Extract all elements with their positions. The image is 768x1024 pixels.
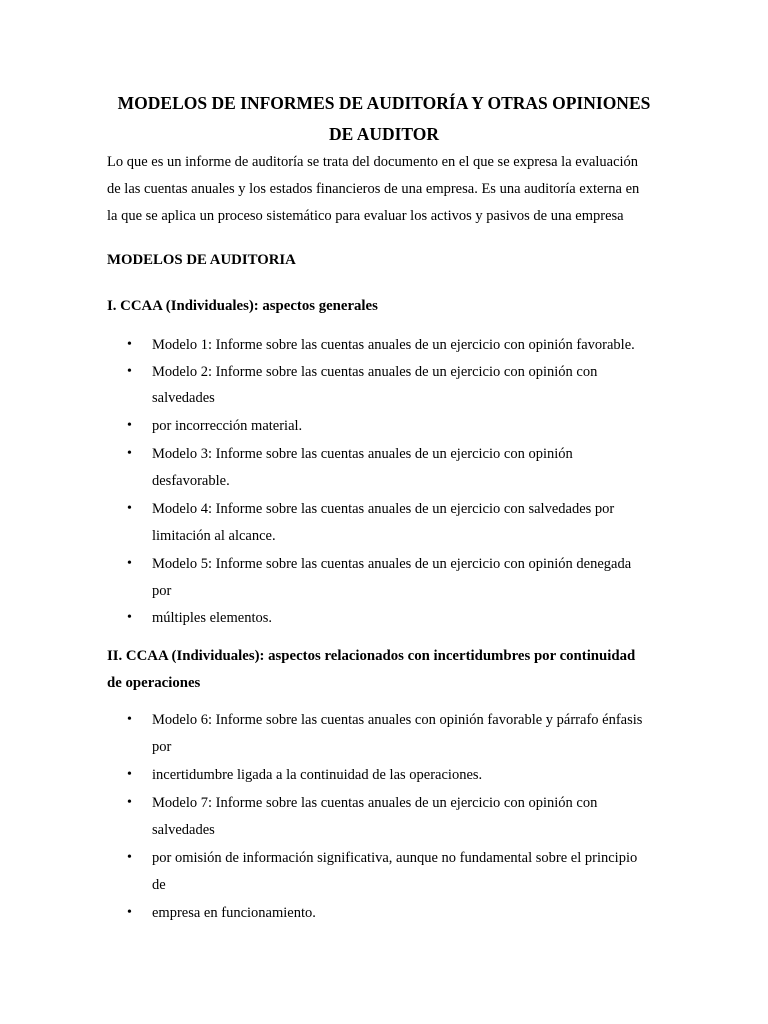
bullet-glyph: • [127, 795, 132, 810]
list-item-line: empresa en funcionamiento. [152, 905, 316, 921]
list-item-line: por incorrección material. [152, 418, 303, 434]
list-item-line: incertidumbre ligada a la continuidad de las operaciones. [152, 767, 483, 783]
intro-paragraph-line: la que se aplica un proceso sistemático para evaluar los activos y pasivos de una empresa [107, 208, 624, 224]
list-item-line: Modelo 2: Informe sobre las cuentas anuales de un ejercicio con opinión con [152, 364, 598, 380]
subsection-heading-1: I. CCAA (Individuales): aspectos generales [107, 298, 378, 314]
subsection-heading-2: II. CCAA (Individuales): aspectos relacionados con incertidumbres por continuidad [107, 648, 636, 664]
intro-paragraph-line: de las cuentas anuales y los estados financieros de una empresa. Es una auditoría externa en [107, 181, 640, 197]
bullet-glyph: • [127, 767, 132, 782]
bullet-glyph: • [127, 337, 132, 352]
bullet-glyph: • [127, 850, 132, 865]
document-title-line-1: MODELOS DE INFORMES DE AUDITORÍA Y OTRAS OPINIONES [117, 93, 651, 113]
bullet-glyph: • [127, 418, 132, 433]
list-item-line: Modelo 1: Informe sobre las cuentas anuales de un ejercicio con opinión favorable. [152, 337, 635, 353]
bullet-glyph: • [127, 446, 132, 461]
bullet-glyph: • [127, 501, 132, 516]
list-item-line: de [152, 877, 166, 893]
list-item-line: limitación al alcance. [152, 528, 276, 544]
bullet-glyph: • [127, 556, 132, 571]
document-title-line-2: DE AUDITOR [328, 124, 440, 144]
list-item-line: salvedades [152, 390, 215, 406]
list-item-line: Modelo 5: Informe sobre las cuentas anuales de un ejercicio con opinión denegada [152, 556, 632, 572]
list-item-line: Modelo 7: Informe sobre las cuentas anuales de un ejercicio con opinión con [152, 795, 598, 811]
list-item-line: Modelo 6: Informe sobre las cuentas anuales con opinión favorable y párrafo énfasis [152, 712, 643, 728]
list-item-line: múltiples elementos. [152, 610, 273, 626]
list-item-line: Modelo 3: Informe sobre las cuentas anuales de un ejercicio con opinión [152, 446, 573, 462]
bullet-glyph: • [127, 364, 132, 379]
list-item-line: desfavorable. [152, 473, 230, 489]
section-heading-modelos: MODELOS DE AUDITORIA [107, 252, 296, 268]
list-item-line: salvedades [152, 822, 215, 838]
list-item-line: Modelo 4: Informe sobre las cuentas anuales de un ejercicio con salvedades por [152, 501, 615, 517]
list-item-line: por [152, 739, 172, 755]
bullet-glyph: • [127, 905, 132, 920]
list-item-line: por omisión de información significativa, aunque no fundamental sobre el principio [152, 850, 638, 866]
subsection-heading-2-continued: de operaciones [107, 675, 201, 691]
list-item-line: por [152, 583, 172, 599]
bullet-glyph: • [127, 712, 132, 727]
bullet-glyph: • [127, 610, 132, 625]
intro-paragraph-line: Lo que es un informe de auditoría se trata del documento en el que se expresa la evaluación [107, 154, 639, 170]
